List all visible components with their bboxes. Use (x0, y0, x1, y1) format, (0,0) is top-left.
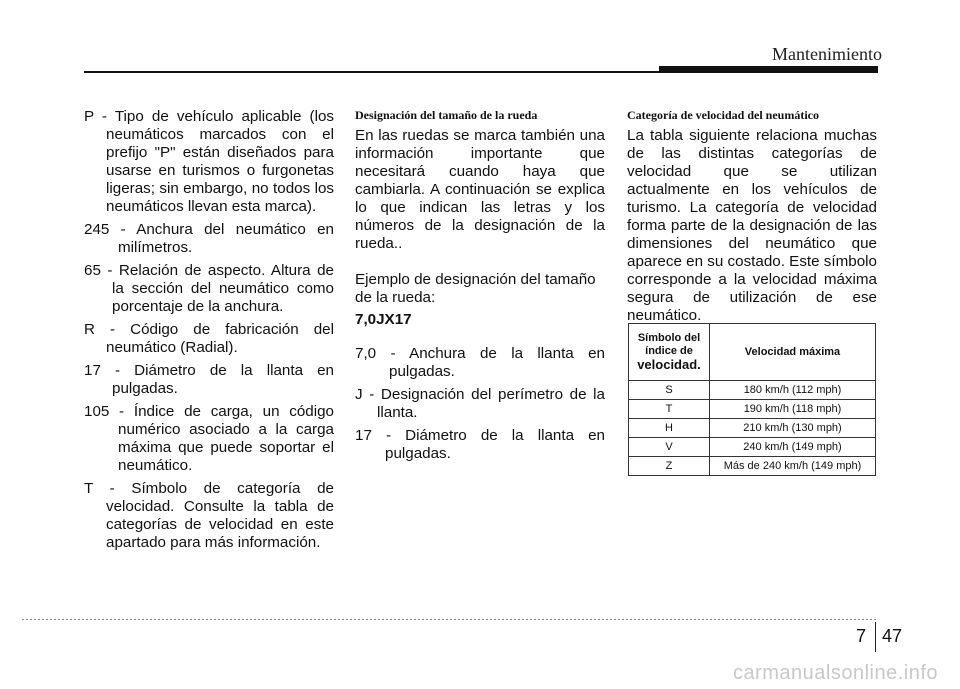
speed-category-heading: Categoría de velocidad del neumático (627, 108, 819, 122)
speed-rating-table (628, 323, 876, 476)
footer-rule (22, 619, 878, 620)
item-text: Símbolo de categoría de velocidad. Consulte la tabla de categorías de velocidad en este apartado para más información. (106, 480, 334, 551)
item-prefix: T - (84, 480, 115, 497)
item-text: Anchura de la llanta en pulgadas. (389, 345, 605, 380)
item-prefix: 245 - (84, 221, 126, 238)
item-text: Tipo de vehículo aplicable (los neumáticos marcados con el prefijo "P" están diseñados para usarse en turismos o furgonetas ligeras; sin embargo, no todos los neumáticos llevan esta marca). (106, 108, 334, 215)
list-item (355, 386, 605, 422)
header-speed-symbol: Símbolo del índice de velocidad. (629, 324, 710, 381)
speed-category-paragraph: La tabla siguiente relaciona muchas de las distintas categorías de velocidad que se utilizan actualmente en los vehículos de turismo. La categoría de velocidad forma parte de la designación de las dimensiones del neumático que aparece en su costado. Este símbolo corresponde a la velocidad máxima segura de utilización de ese neumático. (627, 127, 877, 324)
max-speed-cell: 180 km/h (112 mph) (710, 381, 876, 400)
page-separator (875, 622, 876, 652)
table-row (629, 457, 876, 476)
list-item (84, 321, 334, 357)
list-item (84, 262, 334, 316)
item-prefix: 65 - (84, 262, 113, 279)
header-max-speed: Velocidad máxima (710, 324, 876, 381)
speed-symbol-cell: V (629, 438, 710, 457)
table-row (629, 400, 876, 419)
page-number: 47 (882, 626, 903, 646)
table-row (629, 419, 876, 438)
max-speed-cell: 240 km/h (149 mph) (710, 438, 876, 457)
table-row (629, 438, 876, 457)
column-wheel-size (355, 108, 605, 468)
wheel-size-heading: Designación del tamaño de la rueda (355, 108, 538, 122)
item-text: Relación de aspecto. Altura de la sección del neumático como porcentaje de la anchura. (112, 262, 334, 315)
header-rule-thin (84, 71, 659, 73)
max-speed-cell: 210 km/h (130 mph) (710, 419, 876, 438)
list-item (84, 108, 334, 216)
list-item (84, 221, 334, 257)
table-row (629, 381, 876, 400)
list-item (355, 345, 605, 381)
list-item (84, 362, 334, 398)
item-prefix: 17 - (355, 427, 392, 444)
speed-symbol-cell: T (629, 400, 710, 419)
wheel-code-list (355, 345, 605, 463)
table-header-row (629, 324, 876, 381)
speed-symbol-cell: S (629, 381, 710, 400)
list-item (84, 480, 334, 552)
list-item (84, 403, 334, 475)
item-prefix: 105 - (84, 403, 125, 420)
speed-symbol-cell: H (629, 419, 710, 438)
speed-symbol-cell: Z (629, 457, 710, 476)
header-rule-thick (659, 66, 878, 73)
watermark: carmanualsonline.info (732, 662, 938, 684)
item-text: Código de fabricación del neumático (Radial). (106, 321, 334, 356)
item-text: Anchura del neumático en milímetros. (118, 221, 334, 256)
max-speed-cell: Más de 240 km/h (149 mph) (710, 457, 876, 476)
max-speed-cell: 190 km/h (118 mph) (710, 400, 876, 419)
wheel-size-paragraph: En las ruedas se marca también una información importante que necesitará cuando haya que cambiarla. A continuación se explica lo que indican las letras y los números de la designación de la rueda.. (355, 127, 605, 252)
item-text: Designación del perímetro de la llanta. (377, 386, 605, 421)
column-speed-category (627, 108, 877, 343)
item-text: Índice de carga, un código numérico asociado a la carga máxima que puede soportar el neumático. (118, 403, 334, 474)
item-prefix: J - (355, 386, 375, 403)
item-prefix: 7,0 - (355, 345, 396, 362)
item-text: Diámetro de la llanta en pulgadas. (112, 362, 335, 397)
chapter-number: 7 (856, 626, 867, 646)
section-title: Mantenimiento (772, 44, 882, 64)
wheel-example-code: 7,0JX17 (355, 311, 412, 328)
item-prefix: P - (84, 108, 107, 125)
item-text: Diámetro de la llanta en pulgadas. (385, 427, 606, 462)
column-tire-codes (84, 108, 334, 557)
wheel-example-intro: Ejemplo de designación del tamaño de la rueda: (355, 271, 596, 306)
item-prefix: 17 - (84, 362, 121, 379)
list-item (355, 427, 605, 463)
item-prefix: R - (84, 321, 116, 338)
